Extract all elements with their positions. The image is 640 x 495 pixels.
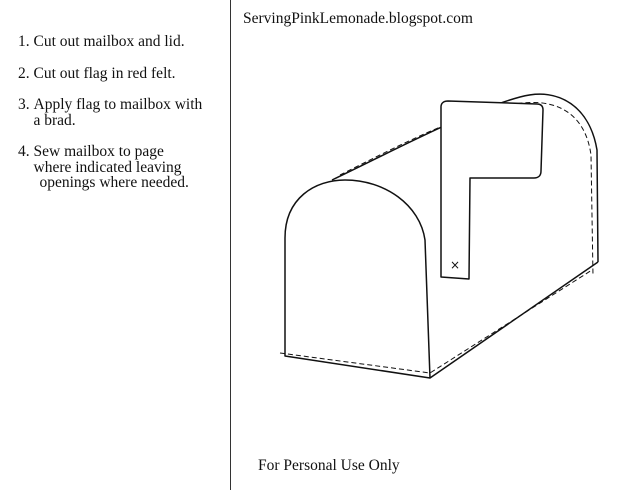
step-line: Cut out flag in red felt. <box>33 64 176 82</box>
step-number: 3. <box>18 96 34 113</box>
personal-use-note: For Personal Use Only <box>258 457 400 474</box>
step-number: 1. <box>18 33 34 50</box>
step-line: openings where needed. <box>39 174 189 191</box>
step-number: 4. <box>18 143 34 160</box>
step-line: where indicated leaving <box>33 158 182 176</box>
step-line: a brad. <box>33 111 76 129</box>
stitch-line-bottom <box>280 270 592 373</box>
site-url: ServingPinkLemonade.blogspot.com <box>243 10 473 27</box>
mailbox-flag <box>441 101 543 279</box>
mailbox-front-outline <box>285 180 430 378</box>
step-line: Sew mailbox to page <box>33 143 164 160</box>
brad-mark: × <box>450 258 461 272</box>
step-line: Apply flag to mailbox with <box>33 96 203 113</box>
step-line: Cut out mailbox and lid. <box>33 33 185 50</box>
step-number: 2. <box>18 64 34 82</box>
